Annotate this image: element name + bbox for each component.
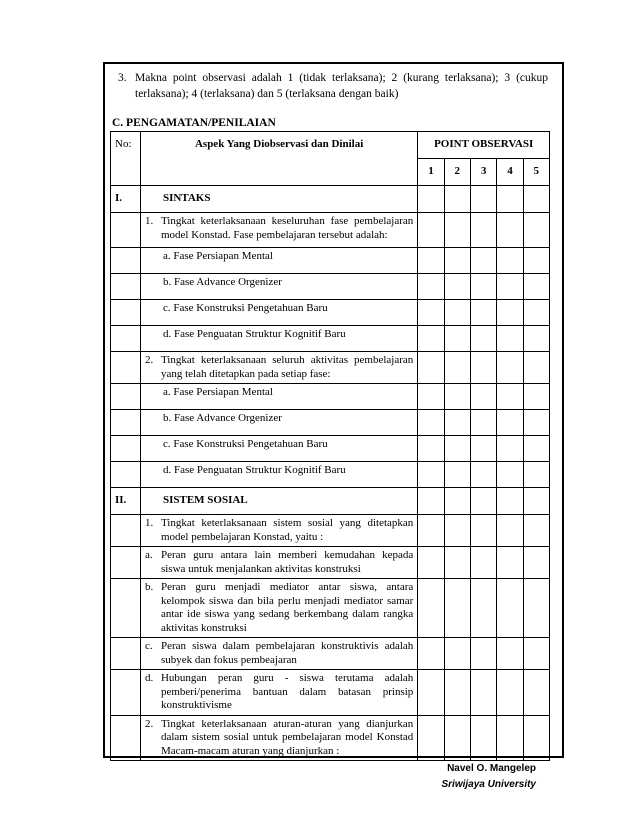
item-text: Tingkat keterlaksanaan sistem sosial yang ditetapkan model pembelajaran Konstad, yaitu : [160, 517, 414, 543]
item-row: 2. Tingkat keterlaksanaan aturan-aturan yang dianjurkan dalam sistem sosial untuk pembelajaran model Konstad Macam-macam aturan yang dianjurkan : [140, 715, 417, 761]
sub-item: c. Fase Konstruksi Pengetahuan Baru [140, 300, 417, 326]
score-header: 2 [444, 159, 470, 186]
score-header: 5 [523, 159, 549, 186]
author-name: Navel O. Mangelep [447, 763, 536, 774]
observation-table [110, 131, 550, 761]
item-row: 2. Tingkat keterlaksanaan seluruh aktivitas pembelajaran yang telah ditetapkan pada setiap fase: [140, 352, 417, 384]
item-row: c. Peran siswa dalam pembelajaran konstruktivis adalah subyek dan fokus pembeajaran [140, 638, 417, 670]
section-title: C. PENGAMATAN/PENILAIAN [112, 117, 276, 129]
item-text: Tingkat keterlaksanaan seluruh aktivitas pembelajaran yang telah ditetapkan pada setiap fase: [160, 354, 414, 380]
item-row: b. Peran guru menjadi mediator antar siswa, antara kelompok siswa dan bila perlu menjadi mediator samar antar ide siswa yang sedang berkembang dalam rangka aktivitas konstruksi [140, 579, 417, 638]
intro-number: 3. [118, 72, 127, 84]
item-text: Tingkat keterlaksanaan keseluruhan fase pembelajaran model Konstad. Fase pembelajaran tersebut adalah: [160, 215, 414, 241]
author-university: Sriwijaya University [441, 779, 536, 790]
section-name: SISTEM SOSIAL [140, 488, 417, 515]
item-row: 1. Tingkat keterlaksanaan sistem sosial yang ditetapkan model pembelajaran Konstad, yaitu : [140, 515, 417, 547]
item-row: a. Peran guru antara lain memberi kemudahan kepada siswa untuk menjalankan aktivitas konstruksi [140, 547, 417, 579]
item-text: Hubungan peran guru - siswa terutama adalah pemberi/penerima bantuan dalam batasan prinsip konstruktivisme [160, 672, 414, 711]
section-number: II. [111, 488, 141, 515]
sub-item: d. Fase Penguatan Struktur Kognitif Baru [140, 326, 417, 352]
item-row: 1. Tingkat keterlaksanaan keseluruhan fase pembelajaran model Konstad. Fase pembelajaran tersebut adalah: [140, 213, 417, 248]
score-header: 1 [418, 159, 444, 186]
sub-item: b. Fase Advance Orgenizer [140, 274, 417, 300]
sub-item: b. Fase Advance Orgenizer [140, 410, 417, 436]
intro-text: Makna point observasi adalah 1 (tidak terlaksana); 2 (kurang terlaksana); 3 (cukup terlaksana); 4 (terlaksana) dan 5 (terlaksana dengan baik) [135, 72, 548, 100]
item-text: Tingkat keterlaksanaan aturan-aturan yang dianjurkan dalam sistem sosial untuk pembelajaran model Konstad Macam-macam aturan yang dianjurkan : [160, 717, 414, 757]
header-no: No: [111, 132, 141, 186]
item-text: Peran guru menjadi mediator antar siswa, antara kelompok siswa dan bila perlu menjadi mediator samar antar ide siswa yang sedang berkembang dalam rangka aktivitas konstruksi [160, 581, 414, 634]
item-text: Peran guru antara lain memberi kemudahan kepada siswa untuk menjalankan aktivitas konstruksi [160, 549, 414, 575]
item-text: Peran siswa dalam pembelajaran konstruktivis adalah subyek dan fokus pembeajaran [160, 640, 414, 666]
sub-item: a. Fase Persiapan Mental [140, 248, 417, 274]
header-point: POINT OBSERVASI [418, 132, 550, 159]
score-header: 4 [497, 159, 523, 186]
section-number: I. [111, 186, 141, 213]
sub-item: a. Fase Persiapan Mental [140, 384, 417, 410]
section-name: SINTAKS [140, 186, 417, 213]
item-row: d. Hubungan peran guru - siswa terutama adalah pemberi/penerima bantuan dalam batasan prinsip konstruktivisme [140, 670, 417, 716]
header-aspect: Aspek Yang Diobservasi dan Dinilai [140, 132, 417, 186]
score-header: 3 [470, 159, 496, 186]
sub-item: c. Fase Konstruksi Pengetahuan Baru [140, 436, 417, 462]
sub-item: d. Fase Penguatan Struktur Kognitif Baru [140, 462, 417, 488]
